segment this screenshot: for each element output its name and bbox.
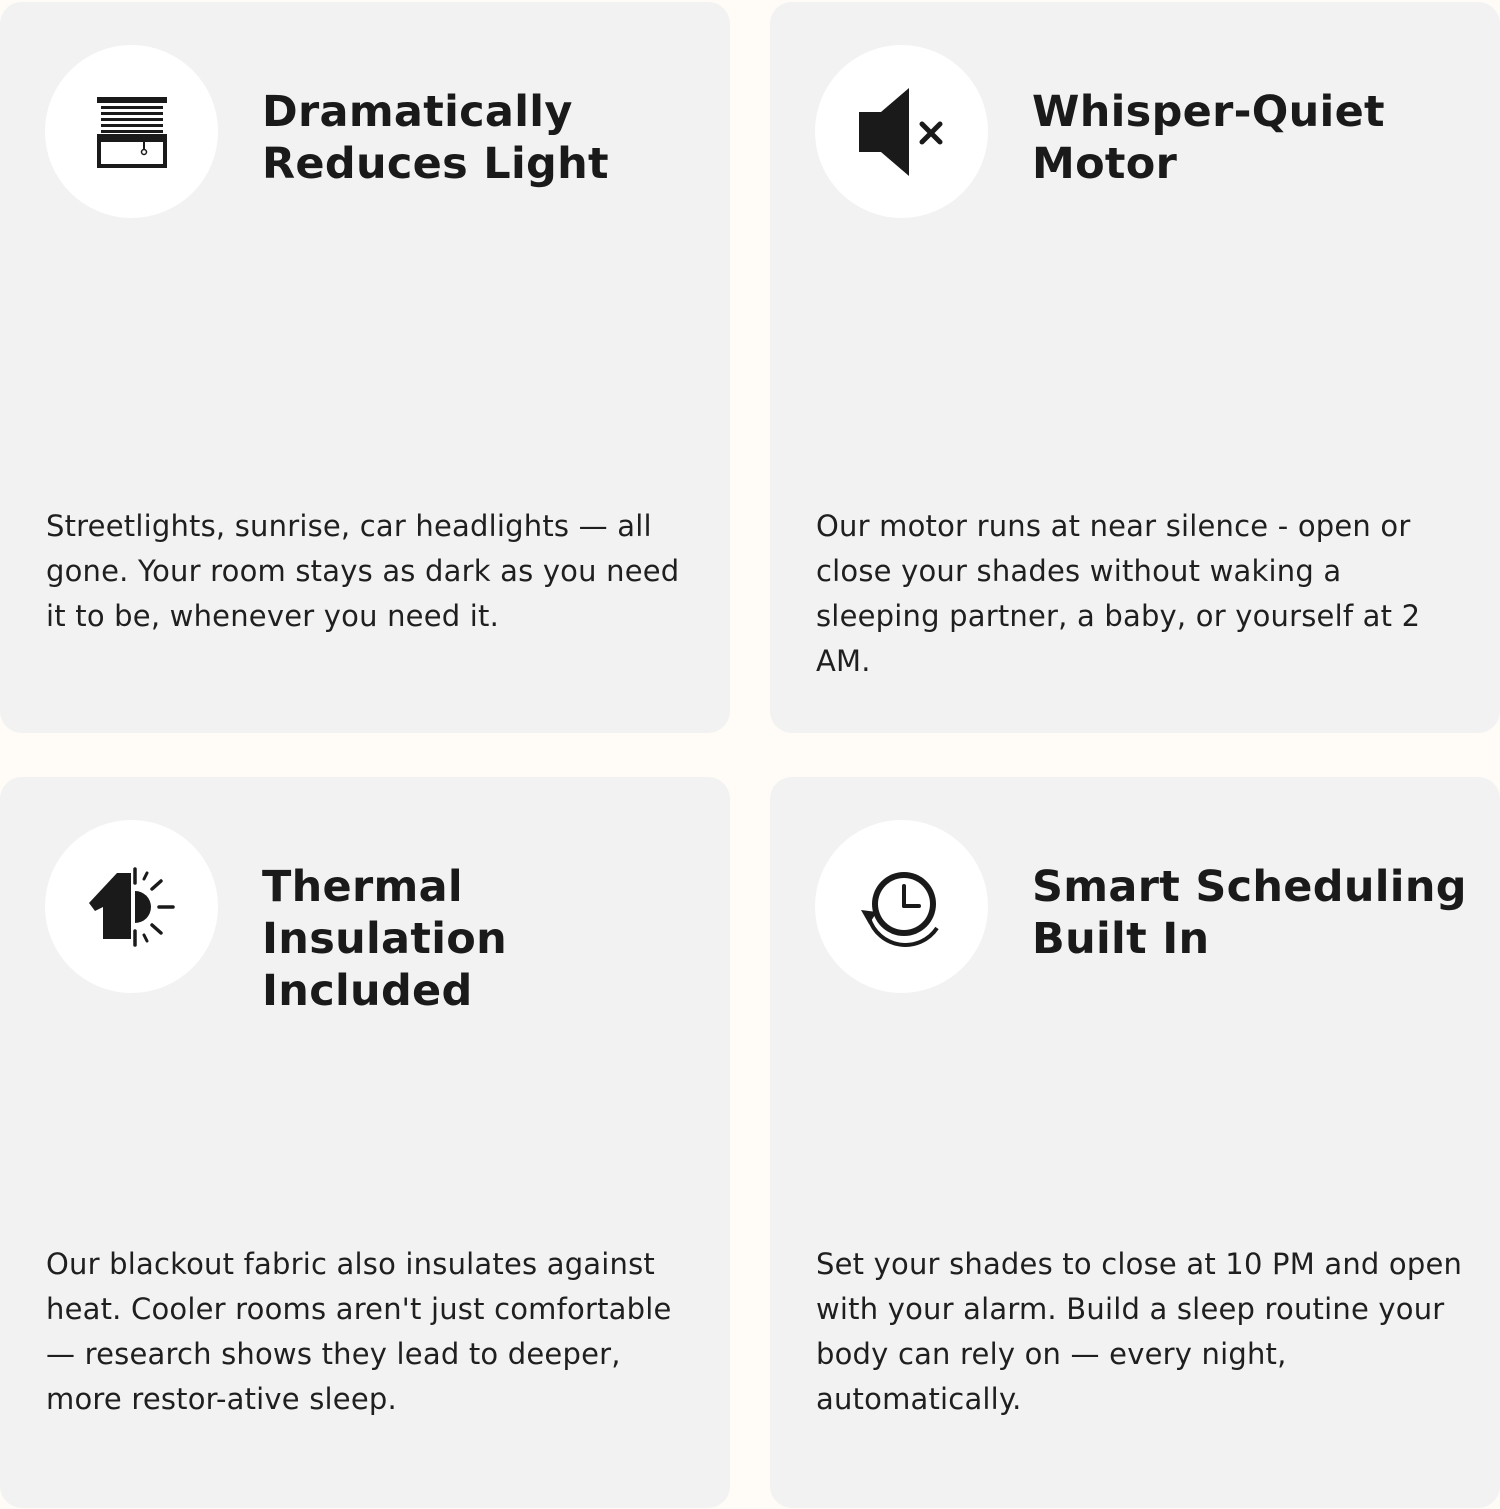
feature-description: Our motor runs at near silence - open or close your shades without waking a sleeping partner, a baby, or yourself at 2 AM. <box>816 509 1421 678</box>
feature-card-light <box>0 2 730 733</box>
icon-badge <box>815 820 988 993</box>
icon-badge <box>815 45 988 218</box>
feature-description: Set your shades to close at 10 PM and open with your alarm. Build a sleep routine your body can rely on — every night, automatically. <box>816 1247 1463 1416</box>
house-sun-icon <box>87 867 177 947</box>
icon-badge <box>45 45 218 218</box>
feature-card-scheduling <box>770 777 1500 1508</box>
feature-title: Dramatically Reduces Light <box>262 87 609 189</box>
speaker-mute-icon <box>857 87 947 177</box>
window-blind-icon <box>92 92 172 172</box>
feature-title: Thermal Insulation Included <box>262 862 508 1016</box>
icon-badge <box>45 820 218 993</box>
feature-title: Whisper-Quiet Motor <box>1032 87 1385 189</box>
feature-card-thermal <box>0 777 730 1508</box>
feature-description: Our blackout fabric also insulates against heat. Cooler rooms aren't just comfortable — research shows they lead to deeper, more restor-ative sleep. <box>46 1247 672 1416</box>
clock-schedule-icon <box>857 862 947 952</box>
feature-title: Smart Scheduling Built In <box>1032 862 1467 964</box>
feature-card-motor <box>770 2 1500 733</box>
feature-description: Streetlights, sunrise, car headlights — all gone. Your room stays as dark as you need it to be, whenever you need it. <box>46 509 680 633</box>
